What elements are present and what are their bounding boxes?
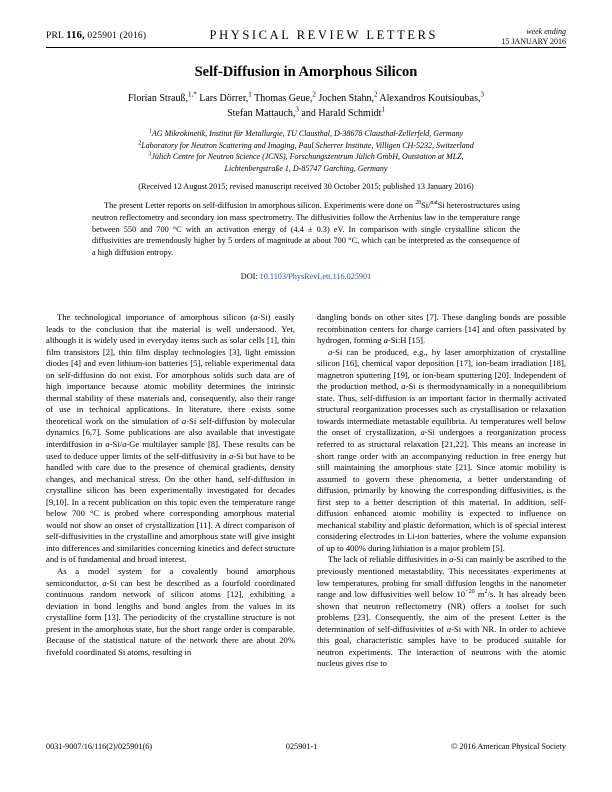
- author-list: [56, 92, 556, 121]
- page-footer: [46, 742, 566, 751]
- affiliation-list: [56, 128, 556, 174]
- paragraph: a-Si can be produced, e.g., by laser amorphization of crystalline silicon [16], chemical vapor deposition [17], ion-beam irradiation [18], magnetron sputtering [19], or ion-beam sputtering [20]. Independent of the production method, a-Si is thermodynamically in a nonequilibrium state. Thus, self-diffusion is an important factor in thermally activated structural reorganization processes such as crystallisation or relaxation towards intermediate metastable equilibria. At temperatures well below the onset of crystallization, a-Si undergoes a reorganization process referred to as structural relaxation [21,22]. This means an increase in short range order with an accompanying reduction in free energy but still maintaining the amorphous state [21]. Since atomic mobility is assumed to govern these phenomena, a better understanding of diffusion, primarily by knowing the corresponding diffusivities, is the first step to a better description of this material. In addition, self-diffusion enhanced atomic mobility is expected to influence on mechanical stability and plastic deformation, which is of special interest considering electrodes in Li-ion batteries, where the volume expansion of up to 400% during lithiation is a major problem [5].: [317, 346, 567, 553]
- doi-link[interactable]: 10.1103/PhysRevLett.116.025901: [259, 272, 372, 281]
- page-number: 025901-1: [285, 742, 318, 751]
- affiliation-2: $^2$Laboratory for Neutron Scattering and Imaging, Paul Scherrer Institute, Villigen CH-5232, Switzerland: [138, 139, 474, 150]
- affiliation-1: $^1$AG Mikrokinetik, Institut für Metallurgie, TU Clausthal, D-38678 Clausthal-Zellerfeld, Germany: [148, 128, 464, 138]
- page-title: Self-Diffusion in Amorphous Silicon: [194, 64, 418, 80]
- paragraph: The lack of reliable diffusivities in a-Si can mainly be ascribed to the previously mentioned metastability. This necessitates experiments at low temperatures, probing for small diffusion lengths in the nanometer range and low diffusivities well below $10^{-20}$ $m^2/s$. It has already been shown that neutron reflectometry (NR) offers a toolset for such problems [23]. Consequently, the aim of the present Letter is the determination of self-diffusivities of a-Si with NR. In order to achieve this goal, characteristic samples have to be produced suitable for neutron experiments. The interaction of neutrons with the atomic nucleus gives rise to: [317, 554, 567, 669]
- paragraph: dangling bonds on other sites [7]. These dangling bonds are possible recombination centers for charge carriers [14] and often passivated by hydrogen, forming a-Si:H [15].: [317, 312, 566, 346]
- abstract: The present Letter reports on self-diffusion in amorphous silicon. Experiments were done on $^{28}$Si/$^{nat}$Si heterostructures using neutron reflectometry and secondary ion mass spectrometry. The diffusivities follow the Arrhenius law in the temperature range between 550 and 700 °C with an activation energy of (4.4 ± 0.3) eV. In comparison with single crystalline silicon the diffusivities are tremendously higher by 5 orders of magnitude at about 700 °C, which can be interpreted as the consequence of a high diffusion entropy.: [92, 200, 520, 258]
- journal-volume: 116,: [66, 30, 85, 41]
- journal-reference: [46, 26, 146, 41]
- copyright: © 2016 American Physical Society: [451, 742, 566, 751]
- journal-issue: 025901 (2016): [84, 31, 147, 41]
- doi-label: DOI:: [240, 272, 260, 281]
- issn-line: 0031-9007/16/116(2)/025901(6): [46, 742, 153, 751]
- masthead: [46, 26, 566, 47]
- doi-line: [92, 272, 520, 281]
- issue-date: 15 JANUARY 2016: [501, 37, 566, 46]
- received-line: (Received 12 August 2015; revised manuscript received 30 October 2015; published 13 January 2016): [138, 182, 474, 191]
- affiliation-3: $^3$Jülich Centre for Neutron Science (JCNS), Forschungszentrum Jülich GmbH, Outstation at MLZ,: [148, 151, 464, 162]
- week-ending-label: week ending: [526, 27, 566, 36]
- issue-date-block: [501, 26, 566, 47]
- journal-title: PHYSICAL REVIEW LETTERS: [209, 28, 439, 42]
- article-body: [46, 312, 566, 722]
- author-line-2: Stefan Mattauch,$^3$ and Harald Schmidt$^1$: [227, 105, 385, 119]
- paragraph: As a model system for a covalently bound amorphous semiconductor, a-Si can best be described as a fourfold coordinated continuous random network of silicon atoms [12], exhibiting a deviation in bond lengths and bond angles from the values in its crystalline form [13]. The periodicity of the crystalline structure is not present in the amorphous state, but the short range order is comparable. Because of the statistical nature of the network there are about 20% fivefold coordinated Si atoms, resulting in: [46, 566, 295, 657]
- column-right: [317, 312, 566, 722]
- paragraph: The technological importance of amorphous silicon (a-Si) easily leads to the conclusion that the material is well understood. Yet, although it is widely used in everyday items such as solar cells [1], thin film transistors [2], thin film display technologies [3], light emission diodes [4] and even lithium-ion batteries [5], reliable experimental data on self-diffusion do not exist. For amorphous solids such data are of high importance because atomic mobility determines the intrinsic thermal stability of these materials and, consequently, also their range of use in technical applications. In literature, there exists some theoretical work on the simulation of a-Si self-diffusion by molecular dynamics [6,7]. Some publications are also available that investigate interdiffusion in a-Si/a-Ge multilayer sample [8]. These results can be used to deduce upper limits of the self-diffusivity in a-Si but have to be handled with care due to the presence of chemical gradients, density changes, and mechanical stress. On the other hand, self-diffusion in crystalline silicon has been experimentally investigated for decades [9,10]. In a recent publication on this topic even the temperature range below 700 °C is probed where corresponding amorphous material would not show an onset of crystallization [11]. A direct comparison of self-diffusivities in the crystalline and amorphous state will give insight into differences and similarities concerning kinetics and defect structure and is of fundamental and broad interest.: [46, 312, 296, 565]
- affiliation-3-cont: Lichtenbergstraße 1, D-85747 Garching, Germany: [224, 163, 388, 173]
- header-divider: [46, 47, 566, 48]
- author-line-1: Florian Strauß,$^{1,*}$ Lars Dörrer,$^1$ Thomas Geue,$^2$ Jochen Stahn,$^2$ Alexandros Koutsioubas,$^3$: [127, 90, 484, 104]
- journal-abbrev: PRL: [46, 31, 67, 41]
- column-left: [46, 312, 295, 722]
